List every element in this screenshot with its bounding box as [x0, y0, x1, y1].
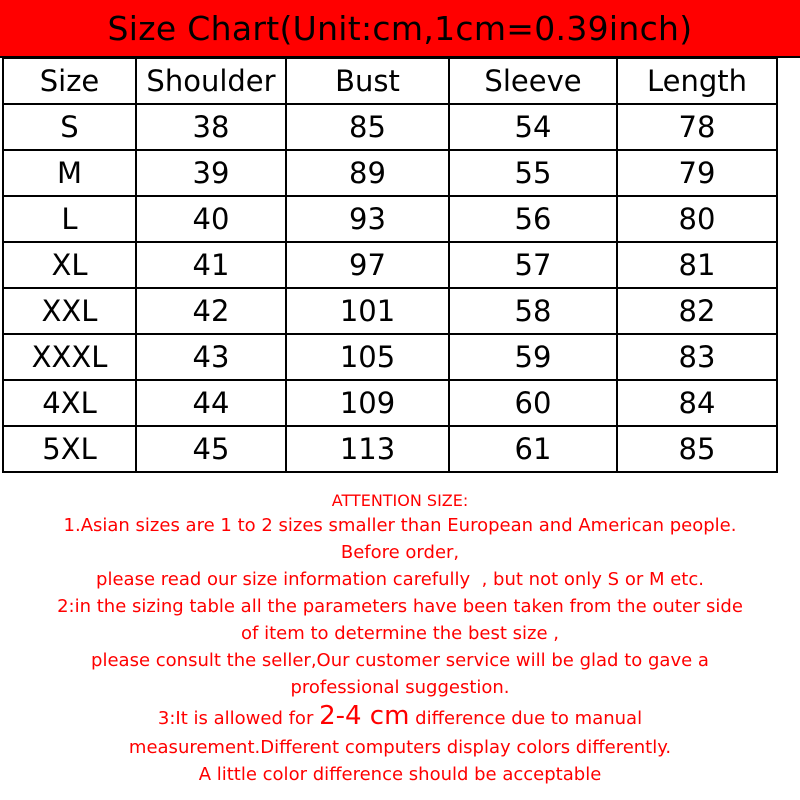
table-cell: 109	[286, 380, 449, 426]
table-cell: 59	[449, 334, 617, 380]
table-row	[3, 150, 777, 196]
note-line: Before order,	[340, 542, 460, 563]
attention-notes	[0, 490, 800, 788]
table-cell: 113	[286, 426, 449, 472]
table-cell: 39	[136, 150, 286, 196]
table-cell: 58	[449, 288, 617, 334]
note-line: 1.Asian sizes are 1 to 2 sizes smaller than European and American people.	[63, 515, 737, 536]
size-table	[2, 57, 778, 473]
table-cell: XXL	[3, 288, 136, 334]
table-cell: 42	[136, 288, 286, 334]
table-cell: L	[3, 196, 136, 242]
note-line: 2:in the sizing table all the parameters have been taken from the outer side	[57, 596, 743, 617]
note-text: difference due to manual	[409, 708, 643, 729]
table-cell: 54	[449, 104, 617, 150]
table-cell: 105	[286, 334, 449, 380]
table-cell: 82	[617, 288, 777, 334]
table-cell: 84	[617, 380, 777, 426]
table-cell: 56	[449, 196, 617, 242]
table-row	[3, 426, 777, 472]
table-cell: XXXL	[3, 334, 136, 380]
header-length: Length	[617, 58, 777, 104]
note-line: please read our size information carefully , but not only S or M etc.	[96, 569, 704, 590]
table-cell: 81	[617, 242, 777, 288]
table-cell: 45	[136, 426, 286, 472]
header-size: Size	[3, 58, 136, 104]
table-cell: 80	[617, 196, 777, 242]
table-cell: S	[3, 104, 136, 150]
note-line: of item to determine the best size ,	[241, 623, 559, 644]
note-line	[0, 701, 800, 734]
table-cell: 41	[136, 242, 286, 288]
table-cell: 85	[286, 104, 449, 150]
table-cell: 85	[617, 426, 777, 472]
table-cell: 60	[449, 380, 617, 426]
table-cell: 57	[449, 242, 617, 288]
header-shoulder: Shoulder	[136, 58, 286, 104]
table-cell: 83	[617, 334, 777, 380]
tolerance-highlight: 2-4 cm	[319, 701, 410, 731]
header-sleeve: Sleeve	[449, 58, 617, 104]
note-line: professional suggestion.	[290, 677, 510, 698]
note-line: measurement.Different computers display colors differently.	[128, 737, 672, 758]
table-row	[3, 196, 777, 242]
note-line: A little color difference should be acceptable	[198, 764, 602, 785]
table-cell: 78	[617, 104, 777, 150]
table-cell: 101	[286, 288, 449, 334]
table-cell: 97	[286, 242, 449, 288]
note-text: 3:It is allowed for	[157, 708, 320, 729]
table-cell: 89	[286, 150, 449, 196]
table-cell: 5XL	[3, 426, 136, 472]
table-cell: 44	[136, 380, 286, 426]
table-cell: 38	[136, 104, 286, 150]
table-header-row	[3, 58, 777, 104]
table-cell: M	[3, 150, 136, 196]
table-cell: 61	[449, 426, 617, 472]
note-line: please consult the seller,Our customer service will be glad to gave a	[91, 650, 709, 671]
table-cell: 55	[449, 150, 617, 196]
table-cell: 4XL	[3, 380, 136, 426]
table-cell: 93	[286, 196, 449, 242]
notes-heading: ATTENTION SIZE:	[331, 491, 469, 510]
page-title: Size Chart(Unit:cm,1cm=0.39inch)	[107, 8, 693, 48]
table-row	[3, 380, 777, 426]
table-cell: 79	[617, 150, 777, 196]
table-cell: XL	[3, 242, 136, 288]
table-cell: 40	[136, 196, 286, 242]
title-banner	[0, 0, 800, 58]
header-bust: Bust	[286, 58, 449, 104]
table-row	[3, 242, 777, 288]
table-cell: 43	[136, 334, 286, 380]
table-row	[3, 334, 777, 380]
table-row	[3, 104, 777, 150]
table-row	[3, 288, 777, 334]
